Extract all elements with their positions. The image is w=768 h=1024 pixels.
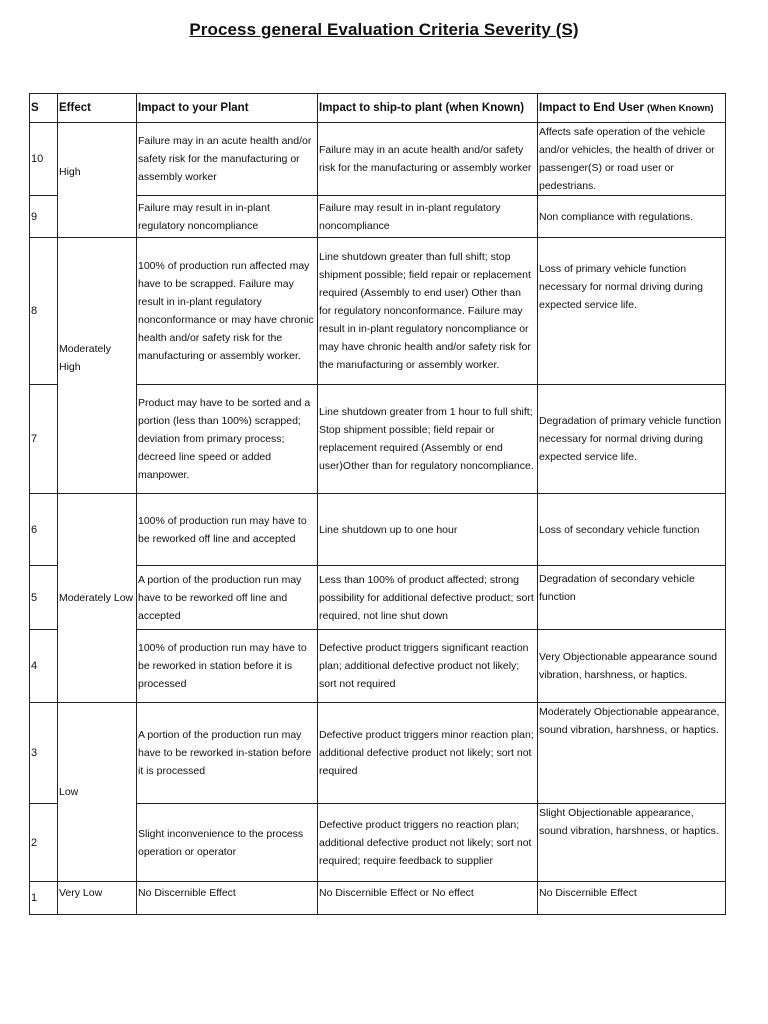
user-impact-cell: No Discernible Effect <box>538 882 726 915</box>
user-impact-cell: Very Objectionable appearance sound vibration, harshness, or haptics. <box>538 630 726 703</box>
header-user <box>538 94 726 123</box>
ship-impact-cell: No Discernible Effect or No effect <box>318 882 538 915</box>
plant-impact-cell: Slight inconvenience to the process operation or operator <box>137 804 318 882</box>
effect-cell: Moderately High <box>58 238 137 494</box>
ship-impact-cell: Less than 100% of product affected; strong possibility for additional defective product; sort required, not line shut down <box>318 566 538 630</box>
plant-impact-cell: Product may have to be sorted and a portion (less than 100%) scrapped; deviation from primary process; decreed line speed or added manpower. <box>137 385 318 494</box>
user-impact-cell: Degradation of primary vehicle function necessary for normal driving during expected service life. <box>538 385 726 494</box>
severity-value: 9 <box>30 196 58 238</box>
plant-impact-cell: 100% of production run may have to be reworked off line and accepted <box>137 494 318 566</box>
table-row <box>30 494 726 566</box>
table-row <box>30 238 726 385</box>
severity-value: 4 <box>30 630 58 703</box>
user-impact-cell: Affects safe operation of the vehicle and/or vehicles, the health of driver or passenger(S) or road user or pedestrians. <box>538 123 726 196</box>
plant-impact-cell: No Discernible Effect <box>137 882 318 915</box>
ship-impact-cell: Line shutdown greater than full shift; stop shipment possible; field repair or replacement required (Assembly to end user) Other than for regulatory nonconformance. Failure may result in in-plant regulatory noncompliance or may have chronic health and/or safety risk for the manufacturing or assembly worker. <box>318 238 538 385</box>
effect-cell: Moderately Low <box>58 494 137 703</box>
severity-value: 7 <box>30 385 58 494</box>
user-impact-cell: Moderately Objectionable appearance, sound vibration, harshness, or haptics. <box>538 703 726 804</box>
header-plant: Impact to your Plant <box>137 94 318 123</box>
ship-impact-cell: Line shutdown up to one hour <box>318 494 538 566</box>
plant-impact-cell: 100% of production run may have to be reworked in station before it is processed <box>137 630 318 703</box>
ship-impact-cell: Defective product triggers minor reaction plan; additional defective product not likely; sort not required <box>318 703 538 804</box>
ship-impact-cell: Defective product triggers significant reaction plan; additional defective product not likely; sort not required <box>318 630 538 703</box>
ship-impact-cell: Defective product triggers no reaction plan; additional defective product not likely; sort not required; require feedback to supplier <box>318 804 538 882</box>
ship-impact-cell: Line shutdown greater from 1 hour to full shift; Stop shipment possible; field repair or replacement required (Assembly or end user)Other than for regulatory noncompliance. <box>318 385 538 494</box>
header-effect: Effect <box>58 94 137 123</box>
effect-cell: High <box>58 123 137 238</box>
ship-impact-cell: Failure may in an acute health and/or safety risk for the manufacturing or assembly worker <box>318 123 538 196</box>
severity-value: 1 <box>30 882 58 915</box>
header-s: S <box>30 94 58 123</box>
table-row <box>30 703 726 804</box>
severity-value: 3 <box>30 703 58 804</box>
ship-impact-cell: Failure may result in in-plant regulatory noncompliance <box>318 196 538 238</box>
user-impact-cell: Loss of secondary vehicle function <box>538 494 726 566</box>
header-ship: Impact to ship-to plant (when Known) <box>318 94 538 123</box>
severity-value: 5 <box>30 566 58 630</box>
plant-impact-cell: 100% of production run affected may have to be scrapped. Failure may result in in-plant regulatory nonconformance or may have chronic health and/or safety risk for the manufacturing or assembly worker. <box>137 238 318 385</box>
header-user-label: Impact to End User <box>539 101 644 114</box>
plant-impact-cell: Failure may result in in-plant regulatory noncompliance <box>137 196 318 238</box>
effect-cell: Low <box>58 703 137 882</box>
user-impact-cell: Slight Objectionable appearance, sound vibration, harshness, or haptics. <box>538 804 726 882</box>
plant-impact-cell: A portion of the production run may have to be reworked in-station before it is processed <box>137 703 318 804</box>
severity-value: 2 <box>30 804 58 882</box>
table-header-row <box>30 94 726 123</box>
header-user-suffix: (When Known) <box>647 102 714 114</box>
plant-impact-cell: Failure may in an acute health and/or safety risk for the manufacturing or assembly worker <box>137 123 318 196</box>
table-row <box>30 123 726 196</box>
severity-value: 8 <box>30 238 58 385</box>
severity-value: 10 <box>30 123 58 196</box>
plant-impact-cell: A portion of the production run may have to be reworked off line and accepted <box>137 566 318 630</box>
table-row <box>30 882 726 915</box>
user-impact-cell: Loss of primary vehicle function necessary for normal driving during expected service life. <box>538 238 726 385</box>
severity-value: 6 <box>30 494 58 566</box>
user-impact-cell: Non compliance with regulations. <box>538 196 726 238</box>
severity-criteria-table <box>29 93 726 915</box>
user-impact-cell: Degradation of secondary vehicle function <box>538 566 726 630</box>
effect-cell: Very Low <box>58 882 137 915</box>
page-title: Process general Evaluation Criteria Severity (S) <box>189 20 579 39</box>
